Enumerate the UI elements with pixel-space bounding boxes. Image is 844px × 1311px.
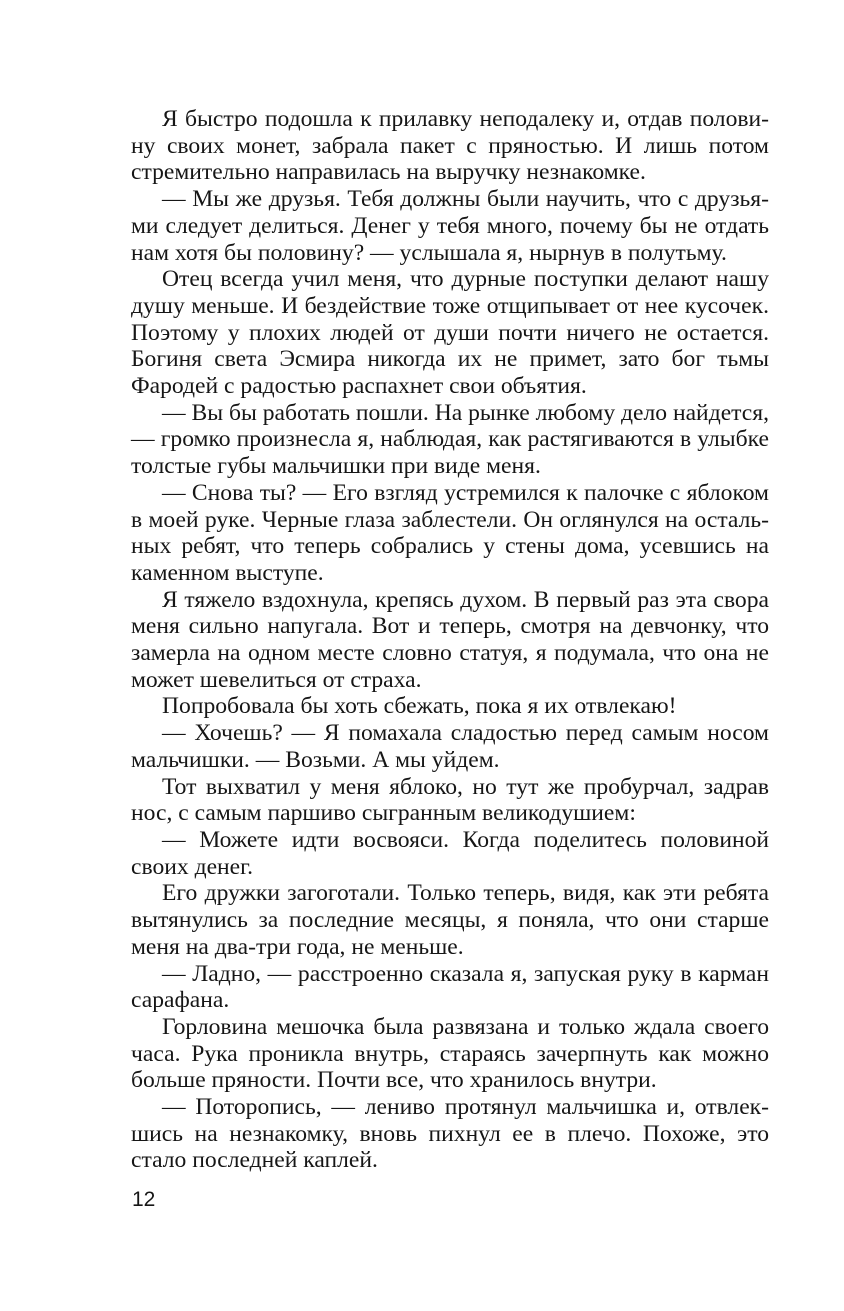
paragraph: — Снова ты? — Его взгляд устремился к палочке с яблоком в моей руке. Черные глаза заблестели. Он оглянулся на остальных ребят, что теперь собрались у стены дома, усевшись на каменном выступе. (131, 479, 769, 586)
paragraph: Тот выхватил у меня яблоко, но тут же пробурчал, задрав нос, с самым паршиво сыгранным великодушием: (131, 773, 769, 827)
paragraph: Я тяжело вздохнула, крепясь духом. В первый раз эта свора меня сильно напугала. Вот и теперь, смотря на девчонку, что замерла на одном месте словно статуя, я подумала, что она не может шевелиться от страха. (131, 586, 769, 693)
paragraph: — Хочешь? — Я помахала сладостью перед самым носом мальчишки. — Возьми. А мы уйдем. (131, 720, 769, 773)
paragraph: — Мы же друзья. Тебя должны были научить, что с друзьями следует делиться. Денег у тебя много, почему бы не отдать нам хотя бы половину? — услышала я, нырнув в полутьму. (131, 186, 769, 266)
paragraph: — Поторопись, — лениво протянул мальчишка и, отвлекшись на незнакомку, вновь пихнул ее в плечо. Похоже, это стало последней каплей. (131, 1094, 769, 1174)
paragraph: Его дружки загоготали. Только теперь, видя, как эти ребята вытянулись за последние месяцы, я поняла, что они старше меня на два-три года, не меньше. (131, 880, 769, 960)
paragraph: Отец всегда учил меня, что дурные поступки делают нашу душу меньше. И бездействие тоже отщипывает от нее кусочек. Поэтому у плохих людей от души почти ничего не остается. Богиня света Эсмира никогда их не примет, зато бог тьмы Фародей с радостью распахнет свои объятия. (131, 266, 769, 400)
body-text (131, 106, 769, 1174)
paragraph: Горловина мешочка была развязана и только ждала своего часа. Рука проникла внутрь, стараясь зачерпнуть как можно больше пряности. Почти все, что хранилось внутри. (131, 1013, 769, 1094)
paragraph: — Вы бы работать пошли. На рынке любому дело найдется, — громко произнесла я, наблюдая, как растягиваются в улыбке толстые губы мальчишки при виде меня. (131, 399, 769, 480)
paragraph: — Можете идти восвояси. Когда поделитесь половиной своих денег. (131, 826, 769, 880)
paragraph: Я быстро подошла к прилавку неподалеку и, отдав половину своих монет, забрала пакет с пряностью. И лишь потом стремительно направилась на выручку незнакомке. (131, 106, 769, 186)
page-number: 12 (132, 1188, 156, 1211)
paragraph: — Ладно, — расстроенно сказала я, запуская руку в карман сарафана. (131, 960, 769, 1014)
paragraph: Попробовала бы хоть сбежать, пока я их отвлекаю! (162, 693, 677, 720)
